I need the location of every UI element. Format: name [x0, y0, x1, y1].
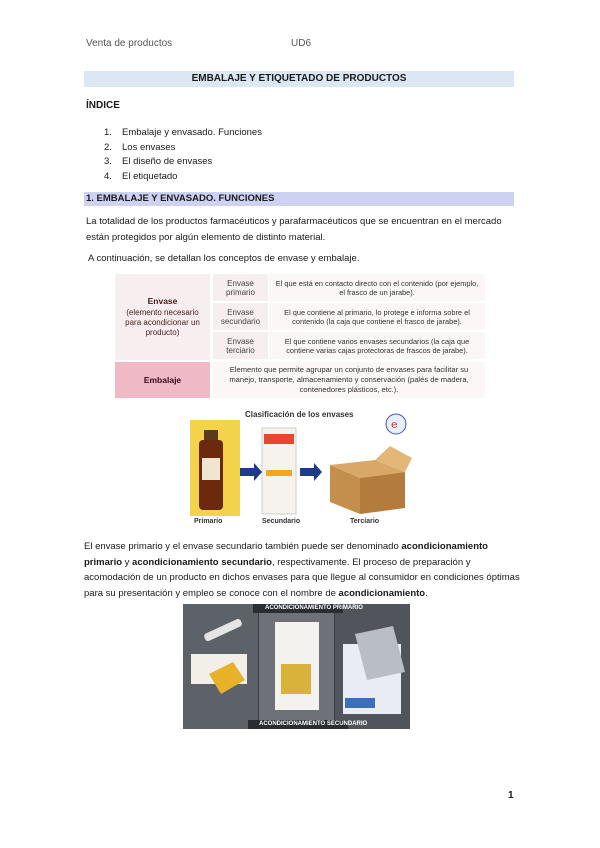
secondary-label: Secundario [262, 518, 301, 525]
header-left: Venta de productos [86, 38, 173, 49]
cardboard-right [360, 472, 405, 514]
envase-desc-cell: El que contiene al primario, lo protege e informa sobre el contenido (la caja que contiene el frasco de jarabe). [269, 303, 485, 330]
concepts-paragraph: A continuación, se detallan los conceptos de envase y embalaje. [88, 253, 360, 264]
bottom-caption: ACONDICIONAMIENTO SECUNDARIO [259, 721, 368, 727]
arrow-right-icon [300, 463, 322, 481]
envase-desc-cell: El que está en contacto directo con el contenido (por ejemplo, el frasco de un jarabe). [269, 274, 485, 301]
envase-type-cell: Envase terciario [213, 332, 268, 359]
arrow-right-icon [240, 463, 262, 481]
middle-insert-icon [281, 664, 311, 694]
primary-label: Primario [194, 518, 223, 525]
embalaje-cell: Embalaje [115, 362, 210, 398]
embalaje-desc-cell: Elemento que permite agrupar un conjunto de envases para facilitar su manejo, transporte, almacenamiento y conservación (palés de madera, contenedores plásticos, etc.). [213, 362, 485, 398]
envase-cell: Envase (elemento necesario para acondicionar un producto) [115, 274, 210, 360]
header-right: UD6 [291, 38, 312, 49]
toc-item: 2. Los envases [104, 141, 176, 153]
bottle-cap-icon [204, 430, 218, 440]
logo-letter: e [391, 418, 398, 431]
envase-desc-cell: El que contiene varios envases secundarios (la caja que contiene varias cajas protectoras de frascos de jarabe). [269, 332, 485, 359]
top-caption: ACONDICIONAMIENTO PRIMARIO [265, 605, 363, 611]
box-logo-band [264, 434, 294, 444]
acondicionamiento-illustration [183, 604, 410, 729]
envase-type-cell: Envase primario [213, 274, 268, 301]
tertiary-label: Terciario [350, 518, 380, 525]
intro-paragraph: La totalidad de los productos farmacéuticos y parafarmacéuticos que se encuentran en el mercado están protegidos por algún elemento de distinto material. [86, 216, 502, 243]
acondicionamiento-photo [183, 604, 410, 729]
toc-item: 4. El etiquetado [104, 170, 178, 182]
section-heading: 1. EMBALAJE Y ENVASADO. FUNCIONES [84, 192, 514, 206]
page-number: 1 [508, 790, 514, 801]
envases-illustration [190, 410, 412, 518]
envase-embalaje-table [115, 274, 485, 398]
right-box-label [345, 698, 375, 708]
table-of-contents [104, 127, 262, 185]
box-stripe [266, 470, 292, 476]
envases-classification-figure [190, 410, 412, 528]
bottle-label-icon [202, 458, 220, 480]
acondicionamiento-paragraph: El envase primario y el envase secundario también puede ser denominado acondicionamiento primario y acondicionamiento secundario, respectivamente. El proceso de preparación y acomodación de un producto en dichos envases para que llegue al consumidor en condiciones óptimas para su presentación y empleo se conoce con el nombre de acondicionamiento. [84, 541, 520, 599]
figure-title: Clasificación de los envases [245, 410, 354, 419]
document-title: EMBALAJE Y ETIQUETADO DE PRODUCTOS [84, 71, 514, 87]
envase-type-cell: Envase secundario [213, 303, 268, 330]
toc-item: 3. El diseño de envases [104, 156, 213, 167]
toc-item: 1. Embalaje y envasado. Funciones [104, 127, 262, 138]
index-heading: ÍNDICE [86, 100, 120, 111]
